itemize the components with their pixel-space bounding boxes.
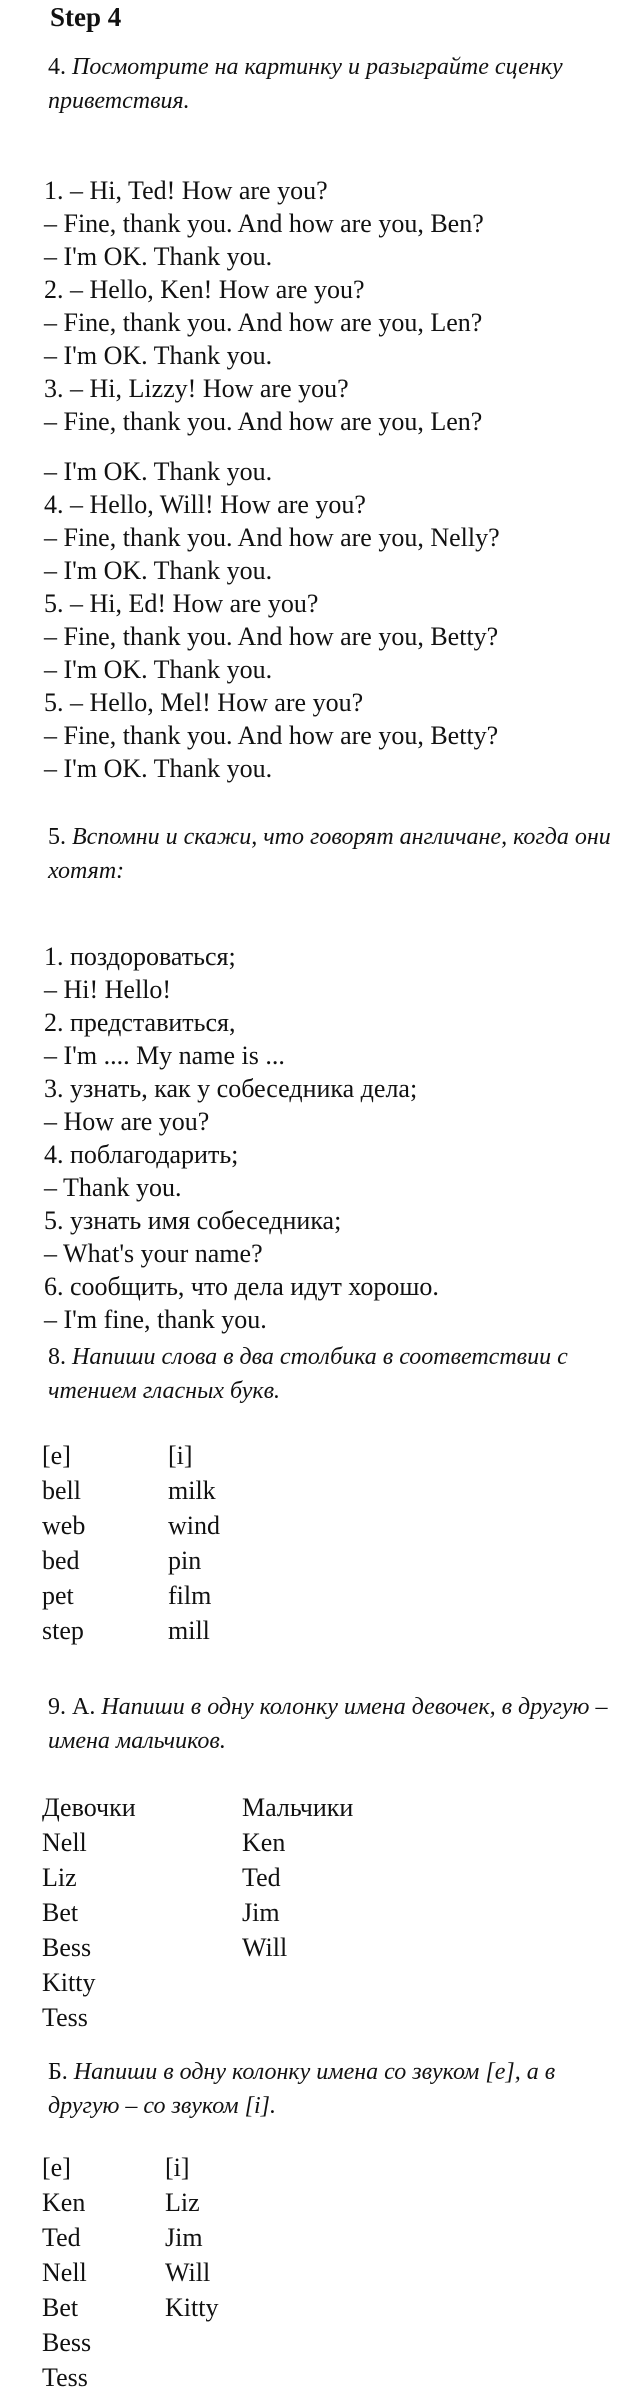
dialogue-line: – Fine, thank you. And how are you, Betty?: [44, 721, 499, 750]
name: Nell: [42, 1828, 87, 1857]
exercise-9b-instruction: [48, 2055, 618, 2123]
list-line: 6. сообщить, что дела идут хорошо.: [44, 1272, 439, 1301]
exercise-5-instruction: [48, 820, 618, 888]
dialogue-line: 5. – Hello, Mel! How are you?: [44, 688, 364, 717]
exercise-9a-instruction: [48, 1690, 618, 1758]
column-header: [e]: [42, 1441, 71, 1470]
column-header: [i]: [165, 2153, 190, 2182]
names-column-i: [165, 2150, 218, 2325]
boys-column: [242, 1790, 353, 1965]
name: Kitty: [165, 2293, 219, 2322]
dialogue-line: – I'm OK. Thank you.: [44, 457, 273, 486]
name: Bet: [42, 2293, 79, 2322]
word: pin: [168, 1546, 202, 1575]
word-column-e: [42, 1438, 85, 1648]
name: Kitty: [42, 1968, 96, 1997]
name: Ken: [42, 2188, 86, 2217]
dialogue-line: – Fine, thank you. And how are you, Betty?: [44, 622, 499, 651]
dialogue-line: – I'm OK. Thank you.: [44, 655, 273, 684]
column-header: [i]: [168, 1441, 193, 1470]
dialogue-line: – I'm OK. Thank you.: [44, 242, 273, 271]
name: Tess: [42, 2003, 88, 2032]
instruction-text: Напиши в одну колонку имена со звуком [e], а в другую – со звуком [i].: [48, 2059, 556, 2119]
exercise-number: Б.: [48, 2059, 68, 2085]
name: Liz: [165, 2188, 200, 2217]
list-line: 2. представиться,: [44, 1008, 236, 1037]
page-title: Step 4: [50, 2, 122, 32]
dialogue-line: 2. – Hello, Ken! How are you?: [44, 275, 365, 304]
instruction-text: Вспомни и скажи, что говорят англичане, когда они хотят:: [48, 824, 611, 884]
column-header: [e]: [42, 2153, 71, 2182]
name: Nell: [42, 2258, 87, 2287]
word-column-i: [168, 1438, 220, 1648]
word: milk: [168, 1476, 216, 1505]
exercise-number: 4.: [48, 54, 66, 80]
name: Bet: [42, 1898, 79, 1927]
exercise-number: 9. А.: [48, 1694, 96, 1720]
instruction-text: Посмотрите на картинку и разыграйте сценку приветствия.: [48, 54, 563, 114]
name: Ted: [242, 1863, 281, 1892]
dialogue-line: – I'm OK. Thank you.: [44, 556, 273, 585]
list-line: 3. узнать, как у собеседника дела;: [44, 1074, 418, 1103]
dialogue-line: 3. – Hi, Lizzy! How are you?: [44, 374, 349, 403]
list-line: 5. узнать имя собеседника;: [44, 1206, 342, 1235]
list-line: – How are you?: [44, 1107, 210, 1136]
name: Bess: [42, 2328, 92, 2357]
column-header: Девочки: [42, 1793, 136, 1822]
word: pet: [42, 1581, 74, 1610]
exercise-8-instruction: [48, 1340, 618, 1408]
list-line: – I'm fine, thank you.: [44, 1305, 267, 1334]
word: bell: [42, 1476, 81, 1505]
name: Bess: [42, 1933, 92, 1962]
dialogue-line: 1. – Hi, Ted! How are you?: [44, 176, 328, 205]
column-header: Мальчики: [242, 1793, 354, 1822]
name: Ken: [242, 1828, 286, 1857]
list-line: 1. поздороваться;: [44, 942, 236, 971]
name: Jim: [242, 1898, 280, 1927]
list-line: 4. поблагодарить;: [44, 1140, 239, 1169]
girls-column: [42, 1790, 136, 2035]
exercise-number: 5.: [48, 824, 66, 850]
list-line: – I'm .... My name is ...: [44, 1041, 285, 1070]
dialogue-line: – Fine, thank you. And how are you, Len?: [44, 407, 483, 436]
exercise-4-instruction: [48, 50, 618, 118]
word: step: [42, 1616, 84, 1645]
name: Tess: [42, 2363, 88, 2392]
dialogue-line: – Fine, thank you. And how are you, Len?: [44, 308, 483, 337]
word: web: [42, 1511, 86, 1540]
instruction-text: Напиши слова в два столбика в соответствии с чтением гласных букв.: [48, 1344, 568, 1404]
dialogue-line: – Fine, thank you. And how are you, Ben?: [44, 209, 484, 238]
name: Liz: [42, 1863, 77, 1892]
name: Will: [165, 2258, 211, 2287]
dialogue-line: 4. – Hello, Will! How are you?: [44, 490, 366, 519]
names-column-e: [42, 2150, 91, 2395]
list-line: – Thank you.: [44, 1173, 182, 1202]
list-line: – What's your name?: [44, 1239, 263, 1268]
word: mill: [168, 1616, 210, 1645]
name: Jim: [165, 2223, 203, 2252]
word: bed: [42, 1546, 80, 1575]
instruction-text: Напиши в одну колонку имена девочек, в другую – имена мальчиков.: [48, 1694, 608, 1754]
dialogue-line: – Fine, thank you. And how are you, Nelly?: [44, 523, 500, 552]
dialogue-line: – I'm OK. Thank you.: [44, 341, 273, 370]
word: film: [168, 1581, 212, 1610]
name: Ted: [42, 2223, 81, 2252]
dialogue-line: 5. – Hi, Ed! How are you?: [44, 589, 319, 618]
word: wind: [168, 1511, 220, 1540]
exercise-number: 8.: [48, 1344, 66, 1370]
dialogue-line: – I'm OK. Thank you.: [44, 754, 273, 783]
list-line: – Hi! Hello!: [44, 975, 172, 1004]
name: Will: [242, 1933, 288, 1962]
